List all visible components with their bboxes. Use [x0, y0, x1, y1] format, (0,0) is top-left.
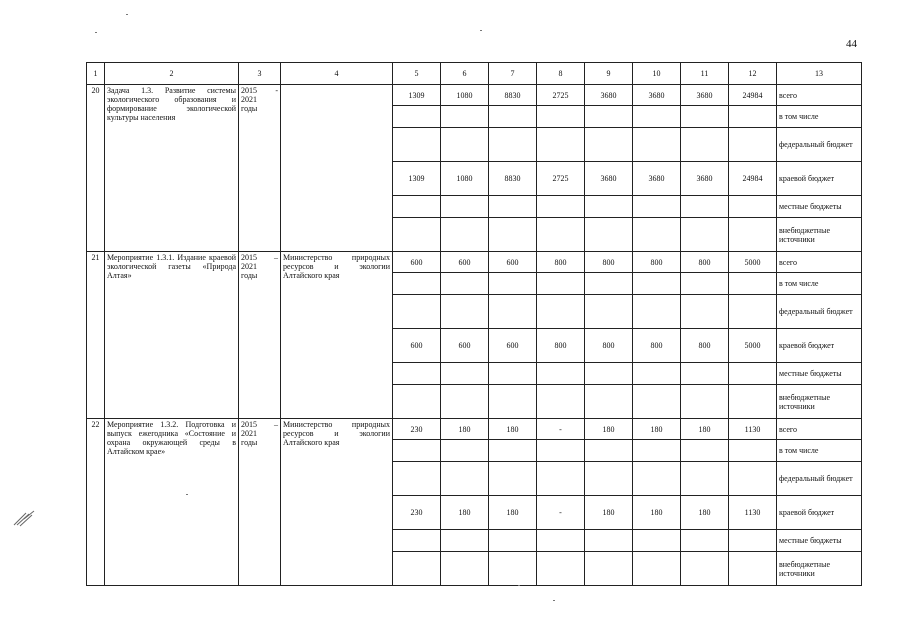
year-from: 2015 [241, 253, 257, 262]
value-cell [633, 128, 681, 162]
column-header: 9 [585, 63, 633, 85]
value-cell [537, 218, 585, 252]
value-cell [441, 440, 489, 462]
value-cell: 3680 [681, 162, 729, 196]
value-cell [441, 218, 489, 252]
value-cell: 180 [633, 419, 681, 440]
years-cell [239, 85, 281, 252]
value-cell: 180 [441, 419, 489, 440]
value-cell [441, 128, 489, 162]
value-cell: 800 [537, 329, 585, 363]
value-cell [489, 363, 537, 385]
value-cell [681, 273, 729, 295]
value-cell [489, 218, 537, 252]
activity-name: Мероприятие 1.3.2. Подготовка и выпуск ежегодника «Состояние и охрана окружающей среды в Алтайском крае» [105, 419, 239, 586]
value-cell: 800 [633, 252, 681, 273]
row-number: 20 [87, 85, 105, 252]
value-cell [393, 530, 441, 552]
table-row [87, 419, 862, 440]
value-cell: 800 [537, 252, 585, 273]
value-cell: 800 [585, 252, 633, 273]
value-cell: 2725 [537, 85, 585, 106]
value-cell [633, 106, 681, 128]
pencil-mark [12, 505, 42, 527]
value-cell [441, 385, 489, 419]
funding-source: краевой бюджет [777, 329, 862, 363]
value-cell: 1080 [441, 162, 489, 196]
budget-table [86, 62, 862, 586]
value-cell [633, 385, 681, 419]
column-header: 5 [393, 63, 441, 85]
value-cell: 230 [393, 496, 441, 530]
value-cell [681, 530, 729, 552]
years-word: годы [241, 271, 258, 280]
funding-source: внебюджетные источники [777, 552, 862, 586]
funding-source: внебюджетные источники [777, 218, 862, 252]
value-cell: 3680 [585, 162, 633, 196]
value-cell [681, 440, 729, 462]
value-cell [681, 128, 729, 162]
value-cell [585, 440, 633, 462]
value-cell [537, 273, 585, 295]
value-cell [441, 552, 489, 586]
value-cell: 1130 [729, 496, 777, 530]
funding-source: всего [777, 252, 862, 273]
column-header: 13 [777, 63, 862, 85]
value-cell [681, 106, 729, 128]
value-cell [393, 552, 441, 586]
years-word: годы [241, 438, 258, 447]
year-from: 2015 [241, 86, 257, 95]
funding-source: в том числе [777, 106, 862, 128]
value-cell [393, 295, 441, 329]
value-cell: 180 [681, 496, 729, 530]
value-cell [633, 530, 681, 552]
value-cell: 1130 [729, 419, 777, 440]
years-dash: - [275, 86, 278, 95]
value-cell: 800 [681, 252, 729, 273]
value-cell: 8830 [489, 162, 537, 196]
value-cell: 230 [393, 419, 441, 440]
value-cell [489, 552, 537, 586]
value-cell [441, 462, 489, 496]
value-cell [585, 273, 633, 295]
value-cell: 600 [441, 329, 489, 363]
value-cell [585, 462, 633, 496]
value-cell: 800 [633, 329, 681, 363]
value-cell [729, 552, 777, 586]
value-cell: 3680 [585, 85, 633, 106]
value-cell: 1309 [393, 162, 441, 196]
value-cell [633, 196, 681, 218]
value-cell: 180 [441, 496, 489, 530]
value-cell: 180 [681, 419, 729, 440]
value-cell [585, 552, 633, 586]
scan-speck [95, 32, 97, 33]
value-cell [729, 128, 777, 162]
value-cell [633, 440, 681, 462]
row-number: 21 [87, 252, 105, 419]
years-dash: – [274, 253, 278, 262]
value-cell [537, 530, 585, 552]
executor: Министерство природных ресурсов и экологии Алтайского края [281, 419, 393, 586]
value-cell: 1309 [393, 85, 441, 106]
value-cell [681, 552, 729, 586]
scan-speck [480, 30, 482, 31]
years-cell [239, 252, 281, 419]
value-cell [441, 106, 489, 128]
value-cell: 180 [585, 419, 633, 440]
value-cell [393, 363, 441, 385]
value-cell [681, 196, 729, 218]
value-cell: - [537, 419, 585, 440]
value-cell [729, 385, 777, 419]
column-header: 12 [729, 63, 777, 85]
value-cell: 600 [489, 329, 537, 363]
funding-source: федеральный бюджет [777, 128, 862, 162]
value-cell: 3680 [633, 85, 681, 106]
scan-speck [126, 14, 128, 15]
value-cell [537, 106, 585, 128]
column-header: 1 [87, 63, 105, 85]
value-cell [585, 128, 633, 162]
value-cell: 180 [633, 496, 681, 530]
value-cell [681, 218, 729, 252]
scan-speck [553, 600, 555, 601]
value-cell [585, 530, 633, 552]
value-cell [537, 462, 585, 496]
value-cell [585, 385, 633, 419]
value-cell [585, 363, 633, 385]
value-cell: - [537, 496, 585, 530]
value-cell: 600 [441, 252, 489, 273]
value-cell: 800 [681, 329, 729, 363]
years-dash: – [274, 420, 278, 429]
funding-source: местные бюджеты [777, 196, 862, 218]
value-cell [729, 196, 777, 218]
funding-source: всего [777, 85, 862, 106]
activity-name: Задача 1.3. Развитие системы экологического образования и формирование экологической культуры населения [105, 85, 239, 252]
value-cell [729, 440, 777, 462]
value-cell: 600 [489, 252, 537, 273]
value-cell [681, 462, 729, 496]
value-cell [729, 273, 777, 295]
column-header: 3 [239, 63, 281, 85]
value-cell [633, 363, 681, 385]
value-cell [585, 196, 633, 218]
value-cell [633, 273, 681, 295]
value-cell [489, 273, 537, 295]
year-from: 2015 [241, 420, 257, 429]
column-header: 6 [441, 63, 489, 85]
value-cell: 24984 [729, 162, 777, 196]
value-cell [585, 106, 633, 128]
value-cell [537, 128, 585, 162]
year-to: 2021 [241, 262, 257, 271]
value-cell: 3680 [681, 85, 729, 106]
value-cell [393, 273, 441, 295]
value-cell [537, 385, 585, 419]
value-cell [489, 462, 537, 496]
value-cell: 5000 [729, 252, 777, 273]
table-row [87, 252, 862, 273]
column-header: 4 [281, 63, 393, 85]
funding-source: местные бюджеты [777, 530, 862, 552]
value-cell [489, 440, 537, 462]
value-cell [489, 385, 537, 419]
funding-source: в том числе [777, 440, 862, 462]
funding-source: местные бюджеты [777, 363, 862, 385]
value-cell: 180 [489, 419, 537, 440]
value-cell [729, 295, 777, 329]
funding-source: внебюджетные источники [777, 385, 862, 419]
executor [281, 85, 393, 252]
table-row [87, 85, 862, 106]
funding-source: всего [777, 419, 862, 440]
value-cell [729, 530, 777, 552]
value-cell [441, 295, 489, 329]
value-cell: 3680 [633, 162, 681, 196]
value-cell [729, 462, 777, 496]
scan-speck [186, 494, 188, 495]
value-cell [681, 363, 729, 385]
value-cell: 1080 [441, 85, 489, 106]
value-cell [537, 440, 585, 462]
scan-speck [518, 585, 520, 586]
value-cell [633, 462, 681, 496]
value-cell: 5000 [729, 329, 777, 363]
value-cell [489, 295, 537, 329]
column-header: 7 [489, 63, 537, 85]
value-cell [681, 295, 729, 329]
funding-source: федеральный бюджет [777, 462, 862, 496]
value-cell [393, 440, 441, 462]
funding-source: в том числе [777, 273, 862, 295]
executor: Министерство природных ресурсов и экологии Алтайского края [281, 252, 393, 419]
value-cell [729, 106, 777, 128]
value-cell [489, 530, 537, 552]
value-cell: 8830 [489, 85, 537, 106]
value-cell [537, 552, 585, 586]
value-cell [585, 218, 633, 252]
value-cell [633, 218, 681, 252]
value-cell [393, 462, 441, 496]
value-cell [537, 363, 585, 385]
value-cell [441, 530, 489, 552]
year-to: 2021 [241, 429, 257, 438]
value-cell [537, 295, 585, 329]
value-cell [729, 218, 777, 252]
value-cell [633, 552, 681, 586]
value-cell [489, 106, 537, 128]
value-cell [393, 218, 441, 252]
value-cell: 180 [585, 496, 633, 530]
header-row [87, 63, 862, 85]
value-cell [681, 385, 729, 419]
years-word: годы [241, 104, 258, 113]
column-header: 10 [633, 63, 681, 85]
page-number: 44 [846, 38, 857, 50]
value-cell [729, 363, 777, 385]
value-cell [489, 196, 537, 218]
value-cell [393, 385, 441, 419]
funding-source: краевой бюджет [777, 496, 862, 530]
value-cell [441, 273, 489, 295]
years-cell [239, 419, 281, 586]
activity-name: Мероприятие 1.3.1. Издание краевой экологической газеты «Природа Алтая» [105, 252, 239, 419]
value-cell: 180 [489, 496, 537, 530]
funding-source: краевой бюджет [777, 162, 862, 196]
value-cell [393, 128, 441, 162]
value-cell [393, 106, 441, 128]
value-cell [489, 128, 537, 162]
funding-source: федеральный бюджет [777, 295, 862, 329]
row-number: 22 [87, 419, 105, 586]
value-cell: 600 [393, 329, 441, 363]
value-cell [537, 196, 585, 218]
value-cell: 800 [585, 329, 633, 363]
column-header: 2 [105, 63, 239, 85]
value-cell [633, 295, 681, 329]
value-cell [441, 363, 489, 385]
value-cell: 600 [393, 252, 441, 273]
value-cell: 24984 [729, 85, 777, 106]
value-cell [585, 295, 633, 329]
value-cell [441, 196, 489, 218]
column-header: 11 [681, 63, 729, 85]
year-to: 2021 [241, 95, 257, 104]
column-header: 8 [537, 63, 585, 85]
value-cell [393, 196, 441, 218]
value-cell: 2725 [537, 162, 585, 196]
